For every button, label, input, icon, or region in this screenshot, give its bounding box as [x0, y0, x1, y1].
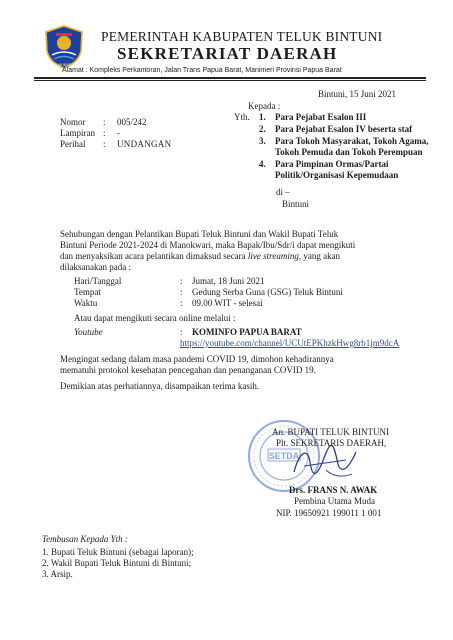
recipient-item-4a: Para Pimpinan Ormas/Partai: [275, 159, 389, 169]
detail-value-place: Gedung Serba Guna (GSG) Teluk Bintuni: [192, 287, 343, 297]
letterhead-address: Alamat : Kompleks Perkantoran, Jalan Trans Papua Barat, Manimeri Provinsi Papua Barat: [62, 67, 342, 74]
meta-sep: :: [103, 128, 106, 138]
meta-sep: :: [103, 139, 106, 149]
meta-label-lampiran: Lampiran: [60, 128, 95, 138]
online-intro: Atau dapat mengikuti secara online melalui :: [74, 313, 236, 323]
detail-value-date: Jumat, 18 Juni 2021: [192, 276, 265, 286]
letterhead-government: PEMERINTAH KABUPATEN TELUK BINTUNI: [101, 29, 383, 44]
youtube-label: Youtube: [74, 327, 103, 337]
recipient-item-2: Para Pejabat Esalon IV beserta staf: [275, 124, 413, 134]
recipient-num: 4.: [259, 159, 266, 169]
signatory-name: Drs. FRANS N. AWAK: [289, 485, 378, 495]
recipient-item-1: Para Pejabat Esalon III: [275, 112, 367, 122]
recipient-item-3b: Tokoh Pemuda dan Tokoh Perempuan: [275, 147, 423, 157]
body-p3-line2: mematuhi protokol kesehatan pencegahan dan penanganan COVID 19.: [60, 365, 316, 375]
regency-logo-icon: [44, 25, 84, 69]
meta-sep: :: [103, 117, 106, 127]
body-p1-line2: Bintuni Periode 2021-2024 di Manokwari, maka Bapak/Ibu/Sdr/i dapat mengikuti: [60, 240, 356, 250]
body-p1-line3-post: , yang akan: [298, 251, 341, 261]
cc-title: Tembusan Kepada Yth :: [42, 534, 128, 544]
signatory-rank: Pembina Utama Muda: [294, 496, 375, 506]
recipient-kepada: Kepada :: [248, 101, 281, 111]
cc-item: 1. Bupati Teluk Bintuni (sebagai laporan);: [42, 547, 194, 557]
body-p1-line4: dilaksanakan pada :: [60, 262, 131, 272]
recipient-item-4b: Politik/Organisasi Kepemudaan: [275, 170, 399, 180]
detail-value-time: 09.00 WIT - selesai: [192, 298, 263, 308]
letterhead-rule: [34, 77, 426, 79]
letterhead-rule-thin: [34, 80, 426, 81]
body-closing: Demikian atas perhatiannya, disampaikan terima kasih.: [60, 381, 260, 391]
youtube-link[interactable]: https://youtube.com/channel/UCUtEPKhzkHwg8rb1jm9dcA: [180, 338, 400, 348]
body-p1-live-streaming: live streaming: [247, 251, 299, 261]
logo-text: TELUK BINTUNI: [52, 63, 76, 67]
sign-line-2: Plt. SEKRETARIS DAERAH,: [276, 438, 387, 448]
meta-value-perihal: UNDANGAN: [117, 139, 172, 149]
recipient-yth: Yth.: [234, 112, 250, 122]
recipient-num: 2.: [259, 124, 266, 134]
body-p1-line3: [60, 251, 340, 261]
stamp-text: SETDA: [268, 451, 300, 461]
letterhead-office: SEKRETARIAT DAERAH: [117, 44, 338, 63]
meta-value-nomor: 005/242: [117, 117, 147, 127]
detail-sep: :: [180, 276, 183, 286]
detail-sep: :: [180, 298, 183, 308]
sign-line-1: An. BUPATI TELUK BINTUNI: [272, 427, 389, 437]
cc-item: 2. Wakil Bupati Teluk Bintuni di Bintuni;: [42, 558, 192, 568]
meta-value-lampiran: -: [117, 128, 120, 138]
recipient-place: Bintuni: [282, 199, 310, 209]
body-p1-line3-pre: dan menyaksikan acara pelantikan dimaksud secara: [60, 251, 248, 261]
body-p3-line1: Mengingat sedang dalam masa pandemi COVID 19, dimohon kehadirannya: [60, 354, 334, 364]
meta-label-nomor: Nomor: [60, 117, 86, 127]
youtube-sep: :: [180, 327, 183, 337]
recipient-num: 3.: [259, 136, 266, 146]
signatory-nip: NIP. 19650921 199011 1 001: [276, 508, 382, 518]
recipient-num: 1.: [259, 112, 266, 122]
detail-label-date: Hari/Tanggal: [74, 276, 122, 286]
cc-item: 3. Arsip.: [42, 569, 73, 579]
body-p1-line1: Sehubungan dengan Pelantikan Bupati Teluk Bintuni dan Wakil Bupati Teluk: [60, 229, 339, 239]
detail-sep: :: [180, 287, 183, 297]
recipient-item-3a: Para Tokoh Masyarakat, Tokoh Agama,: [275, 136, 429, 146]
recipient-di: di –: [276, 187, 290, 197]
detail-label-time: Waktu: [74, 298, 98, 308]
meta-label-perihal: Perihal: [60, 139, 86, 149]
youtube-channel: KOMINFO PAPUA BARAT: [192, 327, 302, 337]
letter-date: Bintuni, 15 Juni 2021: [318, 89, 397, 99]
detail-label-place: Tempat: [74, 287, 101, 297]
